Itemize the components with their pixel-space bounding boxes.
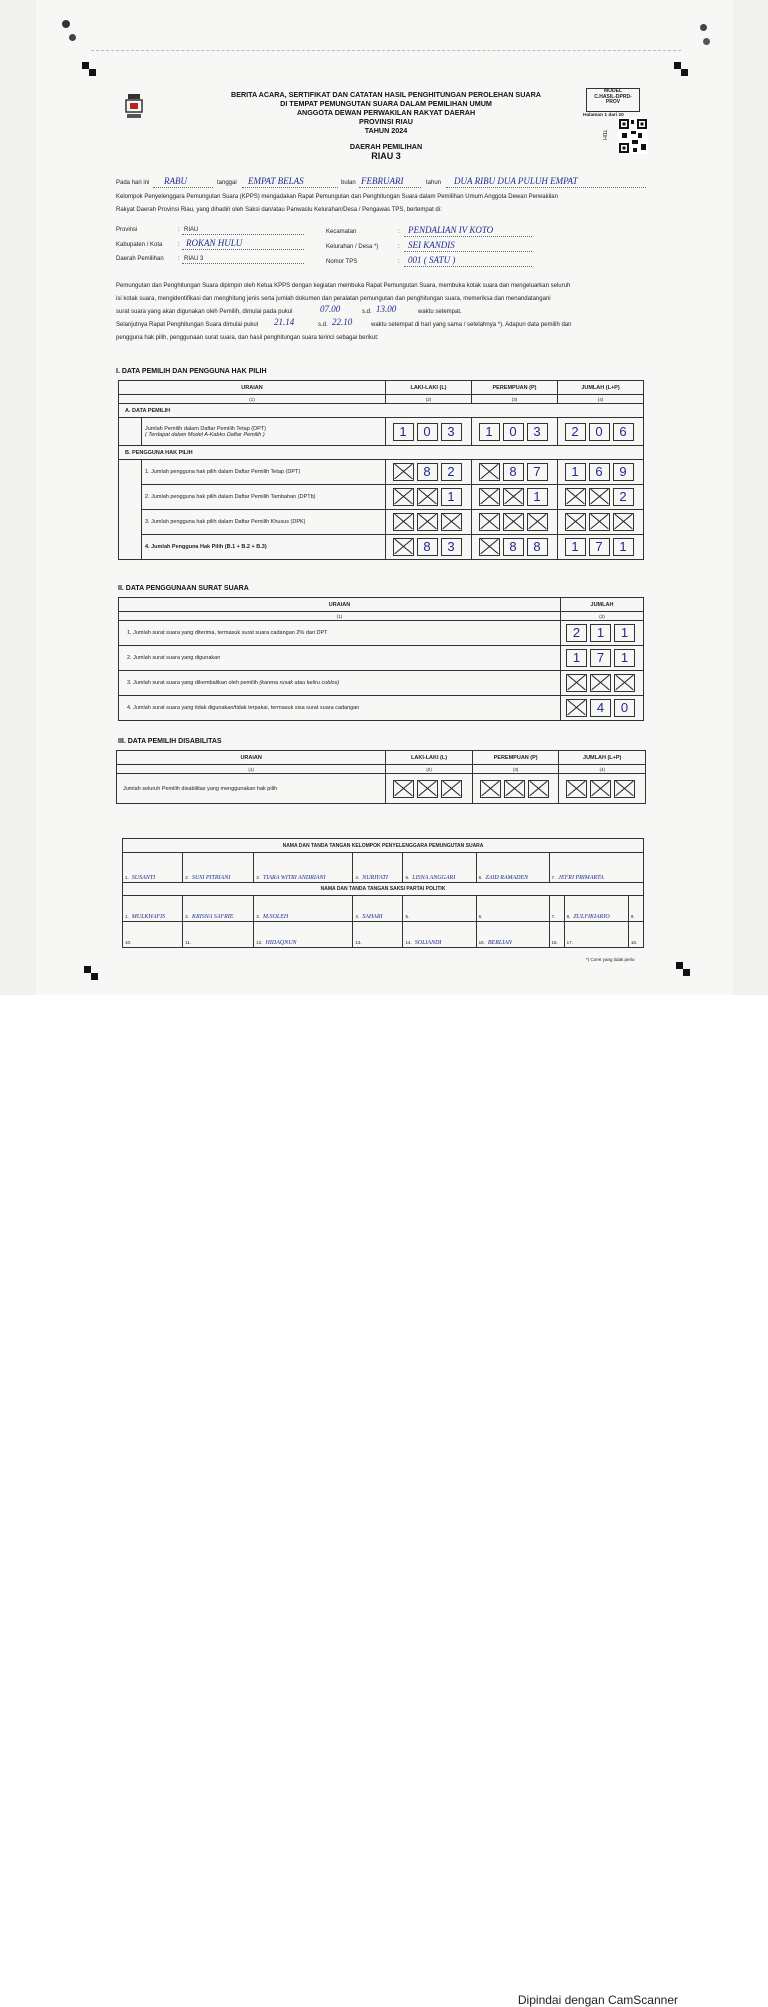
digit-box: 1	[613, 538, 634, 556]
crossed-digit-box	[589, 488, 610, 506]
digit-box: 2	[441, 463, 462, 481]
crossed-digit-box	[393, 463, 414, 481]
para-line: pengguna hak pilih, penggunaan surat suara, dan hasil penghitungan suara terinci sebagai berikut:	[116, 335, 379, 341]
kecamatan-label: Kecamatan	[326, 229, 357, 235]
digit-box: 6	[613, 423, 634, 441]
digit-box: 7	[527, 463, 548, 481]
hari-value: RABU	[164, 176, 187, 186]
signature-number: 14.	[405, 940, 412, 945]
crossed-digit-box	[504, 780, 525, 798]
crossed-digit-box	[614, 780, 635, 798]
signature-number: 2.	[185, 875, 190, 880]
row-a1-label: Jumlah Pemilih dalam Daftar Pemilih Tetap (DPT) ( Terdapat dalam Model A-Kabko Daftar Pemilih )	[142, 418, 386, 446]
section-2-title: II. DATA PENGGUNAAN SURAT SUARA	[118, 585, 249, 592]
digit-box: 1	[479, 423, 500, 441]
digit-box: 1	[527, 488, 548, 506]
jam-hitung-selesai: 22.10	[332, 317, 353, 327]
section-3-title: III. DATA PEMILIH DISABILITAS	[118, 738, 222, 745]
digit-box: 1	[441, 488, 462, 506]
qr-code-icon	[618, 118, 648, 154]
boxes	[472, 418, 558, 446]
signature-number: 1.	[125, 875, 129, 880]
col-laki: LAKI-LAKI (L)	[386, 381, 472, 395]
col-jumlah: JUMLAH (L+P)	[558, 381, 644, 395]
signature-cell	[403, 853, 476, 883]
corner-mark	[91, 973, 98, 980]
signature-name: ZULFIKIARIO	[573, 914, 610, 920]
signature-cell	[564, 922, 628, 948]
row-b3-label: 3. Jumlah pengguna hak pilih dalam Daftar Pemilih Khusus (DPK)	[142, 510, 386, 535]
section-3-table: URAIAN LAKI-LAKI (L) PEREMPUAN (P) JUMLAH (L+P) (1) (2) (3) (4) Jumlah seluruh Pemilih disabilitas yang menggunakan hak pilih	[116, 750, 646, 804]
signature-number: 13.	[355, 940, 362, 945]
jam-hitung-mulai: 21.14	[274, 317, 295, 327]
signature-cell	[549, 922, 564, 948]
crossed-digit-box	[479, 538, 500, 556]
signature-name: SAHARI	[362, 914, 383, 920]
col-uraian: URAIAN	[119, 381, 386, 395]
crossed-digit-box	[503, 513, 524, 531]
crossed-digit-box	[589, 513, 610, 531]
row-b1-label: 1. Jumlah pengguna hak pilih dalam Daftar Pemilih Tetap (DPT)	[142, 460, 386, 485]
daerah-pemilihan-label: DAERAH PEMILIHAN	[349, 142, 423, 151]
boxes	[558, 485, 644, 510]
boxes	[558, 460, 644, 485]
crossed-digit-box	[614, 674, 635, 692]
boxes	[558, 535, 644, 560]
digit-box: 1	[393, 423, 414, 441]
corner-mark	[84, 966, 91, 973]
corner-mark	[683, 969, 690, 976]
digit-box: 1	[614, 624, 635, 642]
background-right	[733, 0, 768, 995]
signature-name: ZAID RAMADEN	[485, 875, 529, 881]
boxes	[472, 535, 558, 560]
kecamatan-value: PENDALIAN IV KOTO	[408, 225, 494, 235]
crossed-digit-box	[590, 674, 611, 692]
digit-box: 2	[565, 423, 586, 441]
tahun-label: tahun	[426, 180, 442, 186]
digit-box: 0	[417, 423, 438, 441]
signature-cell	[123, 922, 183, 948]
signature-cell	[353, 922, 403, 948]
signature-cell	[183, 896, 254, 922]
sd-label: s.d.	[362, 309, 372, 315]
camscanner-watermark: Dipindai dengan CamScanner	[517, 1993, 678, 2007]
crossed-digit-box	[503, 488, 524, 506]
form-title	[166, 90, 606, 161]
section-b-title: B. PENGGUNA HAK PILIH	[119, 446, 644, 460]
row-2-2-label: 2. Jumlah surat suara yang digunakan	[119, 646, 561, 671]
signature-name: NURIYATI	[362, 875, 388, 881]
signature-number: 17.	[566, 940, 573, 945]
page-number: Halaman 1 dari 20	[583, 113, 624, 118]
digit-box: 2	[613, 488, 634, 506]
signature-cell	[123, 853, 183, 883]
signature-number: 15.	[478, 940, 485, 945]
tanggal-label: tanggal	[217, 180, 237, 186]
signature-table	[122, 838, 644, 948]
col-uraian: URAIAN	[119, 598, 561, 612]
signature-number: 4.	[355, 914, 360, 919]
signature-number: 18.	[630, 940, 638, 945]
boxes	[561, 671, 644, 696]
digit-box: 6	[589, 463, 610, 481]
crossed-digit-box	[393, 488, 414, 506]
digit-box: 7	[589, 538, 610, 556]
intro-label-hari: Pada hari ini	[116, 180, 150, 186]
crossed-digit-box	[479, 513, 500, 531]
crossed-digit-box	[528, 780, 549, 798]
crossed-digit-box	[565, 488, 586, 506]
signature-cell	[123, 896, 183, 922]
crossed-digit-box	[417, 780, 438, 798]
digit-box: 0	[503, 423, 524, 441]
punch-hole	[700, 24, 707, 31]
signature-cell	[254, 853, 353, 883]
signature-name: MULKHAFIS	[131, 914, 166, 920]
signature-name: SUSI PITRIANI	[192, 875, 231, 881]
digit-box: 8	[503, 538, 524, 556]
title-line: TAHUN 2024	[364, 126, 408, 135]
para-line: surat suara yang akan digunakan oleh Pemilih, dimulai pada pukul	[116, 309, 293, 315]
corner-mark	[89, 69, 96, 76]
corner-mark	[82, 62, 89, 69]
boxes	[386, 535, 472, 560]
para-line: Selanjutnya Rapat Penghitungan Suara dimulai pukul	[116, 322, 259, 328]
signature-number: 1.	[125, 914, 129, 919]
bulan-value: FEBRUARI	[361, 176, 404, 186]
title-line: PROVINSI RIAU	[359, 117, 413, 126]
digit-box: 1	[566, 649, 587, 667]
signature-number: 3.	[256, 914, 261, 919]
fold-line	[91, 50, 681, 51]
signature-number: 7.	[551, 875, 556, 880]
signature-number: 4.	[355, 875, 360, 880]
kelurahan-value: SEI KANDIS	[408, 240, 455, 250]
boxes	[386, 510, 472, 535]
signature-cell	[628, 896, 643, 922]
signature-number: 3.	[256, 875, 261, 880]
boxes	[561, 621, 644, 646]
tps-value: 001 ( SATU )	[408, 255, 456, 265]
signature-number: 5.	[405, 914, 410, 919]
signature-name: TIARA WITRI ANDRIANI	[263, 875, 326, 881]
crossed-digit-box	[590, 780, 611, 798]
signature-cell	[353, 853, 403, 883]
signature-cell	[254, 922, 353, 948]
signature-cell	[353, 896, 403, 922]
signature-number: 5.	[405, 875, 410, 880]
jam-mulai: 07.00	[320, 304, 341, 314]
corner-mark	[676, 962, 683, 969]
title-line: ANGGOTA DEWAN PERWAKILAN RAKYAT DAERAH	[296, 108, 476, 117]
boxes	[558, 418, 644, 446]
signature-cell	[564, 896, 628, 922]
background-left	[0, 0, 36, 995]
tahun-value: DUA RIBU DUA PULUH EMPAT	[454, 176, 578, 186]
signature-number: 6.	[478, 914, 483, 919]
signature-cell	[403, 922, 476, 948]
boxes	[561, 646, 644, 671]
digit-box: 8	[503, 463, 524, 481]
crossed-digit-box	[566, 699, 587, 717]
digit-box: 3	[441, 423, 462, 441]
title-line: DI TEMPAT PEMUNGUTAN SUARA DALAM PEMILIHAN UMUM	[280, 99, 492, 108]
boxes	[386, 774, 473, 804]
crossed-digit-box	[613, 513, 634, 531]
signature-cell	[549, 853, 643, 883]
section-2-table: URAIAN JUMLAH (1) (2) 1. Jumlah surat suara yang diterima, termasuk surat suara cadangan 2% dari DPT 2 1 1 2. Jumlah surat suara yang digunakan 1 7 1 3. Jumlah surat suara yang dikembalikan oleh pemilih (karena rusak atau keliru coblos) 4. Jumlah surat suara yang tidak digunakan/tidak terpakai, termasuk sisa surat suara cadangan 4 0	[118, 597, 644, 721]
row-2-1-label: 1. Jumlah surat suara yang diterima, termasuk surat suara cadangan 2% dari DPT	[119, 621, 561, 646]
kpps-title: NAMA DAN TANDA TANGAN KELOMPOK PENYELENGGARA PEMUNGUTAN SUARA	[123, 839, 644, 853]
saksi-title: NAMA DAN TANDA TANGAN SAKSI PARTAI POLITIK	[123, 883, 644, 896]
para-line: waktu setempat di hari yang sama / setelahnya *). Adapun data pemilih dan	[371, 322, 572, 328]
digit-box: 0	[589, 423, 610, 441]
corner-mark	[681, 69, 688, 76]
row-2-4-label: 4. Jumlah surat suara yang tidak digunakan/tidak terpakai, termasuk sisa surat suara cadangan	[119, 696, 561, 721]
crossed-digit-box	[527, 513, 548, 531]
signature-name: LISNA ANGGARI	[412, 875, 456, 881]
tps-label: Nomor TPS	[326, 259, 358, 265]
digit-box: 9	[613, 463, 634, 481]
col-perempuan: PEREMPUAN (P)	[472, 751, 559, 765]
row-2-3-label: 3. Jumlah surat suara yang dikembalikan oleh pemilih (karena rusak atau keliru coblos)	[119, 671, 561, 696]
digit-box: 8	[417, 538, 438, 556]
crossed-digit-box	[479, 488, 500, 506]
crossed-digit-box	[441, 780, 462, 798]
section-1-table: URAIAN LAKI-LAKI (L) PEREMPUAN (P) JUMLAH (L+P) (1) (2) (3) (4) A. DATA PEMILIH Jumlah Pemilih dalam Daftar Pemilih Tetap (DPT) ( Terdapat dalam Model A-Kabko Daftar Pemilih ) 1 0 3 1 0 3 2 0 6 B. PENGGUNA HAK PILIH 1. Jumlah pengguna hak pilih dalam Daftar Pemilih Tetap (DPT) 8 2 8 7 1 6 9 2. Jumlah pengguna hak pilih dalam Daftar Pemilih Tambahan (DPTb) 1 1 2 3. Jumlah pengguna hak pilih dalam Daftar Pemilih Khusus (DPK) 4. Jumlah Pengguna Hak Pilih (B.1 + B.2 + B.3) 8 3 8 8 1 7 1	[118, 380, 644, 560]
crossed-digit-box	[393, 780, 414, 798]
intro-line-2: Kelompok Penyelenggara Pemungutan Suara (KPPS) mengadakan Rapat Pemungutan dan Penghitungan Suara dalam Pemilihan Umum Anggota Dewan Perwakilan	[116, 194, 558, 200]
model-box: MODEL C.HASIL-DPRD- PROV	[586, 88, 640, 112]
kabupaten-value: ROKAN HULU	[186, 238, 243, 248]
signature-name: KRISNA SAFRIE	[192, 914, 234, 920]
signature-name: SOLIANDI	[414, 940, 442, 946]
digit-box: 3	[441, 538, 462, 556]
crossed-digit-box	[393, 538, 414, 556]
digit-box: 8	[417, 463, 438, 481]
crossed-digit-box	[417, 488, 438, 506]
signature-name: SUSANTI	[131, 875, 156, 881]
signature-number: 12.	[256, 940, 263, 945]
crossed-digit-box	[480, 780, 501, 798]
note: *) Coret yang tidak perlu	[586, 957, 635, 962]
daerah-label: Daerah Pemilihan	[116, 256, 164, 262]
crossed-digit-box	[565, 513, 586, 531]
signature-number: 6.	[478, 875, 483, 880]
para-line: isi kotak suara, mengidentifikasi dan menghitung jenis serta jumlah dokumen dan peralatan pemungutan dan penghitungan suara, memeriksa dan menandatangani	[116, 296, 551, 302]
signature-cell	[254, 896, 353, 922]
section-1-title: I. DATA PEMILIH DAN PENGGUNA HAK PILIH	[116, 368, 267, 375]
section-a-title: A. DATA PEMILIH	[119, 404, 644, 418]
boxes	[558, 510, 644, 535]
col-jumlah: JUMLAH	[561, 598, 644, 612]
signature-number: 2.	[185, 914, 190, 919]
intro-line-3: Rakyat Daerah Provinsi Riau, yang dihadiri oleh Saksi dan/atau Panwaslu Kelurahan/Desa / Pengawas TPS, bertempat di:	[116, 207, 442, 213]
signature-name: HIDAQNUN	[265, 940, 297, 946]
signature-number: 11.	[185, 940, 192, 945]
crossed-digit-box	[479, 463, 500, 481]
digit-box: 1	[565, 538, 586, 556]
crossed-digit-box	[441, 513, 462, 531]
boxes	[472, 485, 558, 510]
kpu-logo-icon	[124, 92, 144, 120]
punch-hole	[69, 34, 76, 41]
corner-mark	[674, 62, 681, 69]
jam-selesai: 13.00	[376, 304, 397, 314]
document-page: BERITA ACARA, SERTIFIKAT DAN CATATAN HASIL PENGHITUNGAN PEROLEHAN SUARA DI TEMPAT PEMUNGUTAN SUARA DALAM PEMILIHAN UMUM ANGGOTA DEWAN PERWAKILAN RAKYAT DAERAH PROVINSI RIAU TAHUN 2024 DAERAH PEMILIHAN RIAU 3 MODEL C.HASIL-DPRD- PROV Halaman 1 dari 20 TDH Pada hari ini RABU tanggal EMPAT BELAS bulan FEBRUARI tahun DUA RIBU DUA PULUH EMPAT Kelompok Penyelenggara Pemungutan Suara (KPPS) mengadakan Rapat Pemungutan dan Penghitungan Suara dalam Pemilihan Umum Anggota Dewan Perwakilan Rakyat Daerah Provinsi Riau, yang dihadiri oleh Saksi dan/atau Panwaslu Kelurahan/Desa / Pengawas TPS, bertempat di: Provinsi : RIAU Kabupaten / Kota : ROKAN HULU Daerah Pemilihan : RIAU 3 Kecamatan : PENDALIAN IV KOTO Kelurahan / Desa *) : SEI KANDIS Nomor TPS : 001 ( SATU ) Pemungutan dan Penghitungan Suara dipimpin oleh Ketua KPPS dengan kegiatan membuka Rapat Pemungutan Suara, membuka kotak suara dan mengeluarkan seluruh isi kotak suara, mengidentifikasi dan menghitung jenis serta jumlah dokumen dan peralatan pemungutan dan penghitungan suara, memeriksa dan menandatangani surat suara yang akan digunakan oleh Pemilih, dimulai pada pukul 07.00 s.d. 13.00 waktu setempat. Selanjutnya Rapat Penghitungan Suara dimulai pukul 21.14 s.d. 22.10 waktu setempat di hari yang sama / setelahnya *). Adapun data pemilih dan pengguna hak pilih, penggunaan surat suara, dan hasil penghitungan suara terinci sebagai berikut: I. DATA PEMILIH DAN PENGGUNA HAK PILIH URAIAN LAKI-LAKI (L) PEREMPUAN (P) JUMLAH (L+P) (1) (2) (3) (4) A. DATA PEMILIH Jumlah Pemilih dalam Daftar Pemilih Tetap (DPT) ( Terdapat dalam Model A-Kabko Daftar Pemilih ) 1 0 3 1 0 3 2 0 6 B. PENGGUNA HAK PILIH 1. Jumlah pengguna hak pilih dalam Daftar Pemilih Tetap (DPT) 8 2 8 7 1 6 9 2. Jumlah pengguna hak pilih dalam Daftar Pemilih Tambahan (DPTb) 1 1 2 3. Jumlah pengguna hak pilih dalam Daftar Pemilih Khusus (DPK) 4. Jumlah Pengguna Hak Pilih (B.1 + B.2 + B.3) 8 3 8 8 1 7 1 II. DATA PENGGUNAAN SURAT SUARA URAIAN JUMLAH (1) (2) 1. Jumlah surat suara yang diterima, termasuk surat suara cadangan 2% dari DPT 2 1 1 2. Jumlah surat suara yang digunakan 1 7 1 3. Jumlah surat suara yang dikembalikan oleh pemilih (karena rusak atau keliru coblos) 4. Jumlah surat suara yang tidak digunakan/tidak terpakai, termasuk sisa surat suara cadangan 4 0 III. DATA PEMILIH DISABILITAS URAIAN LAKI-LAKI (L) PEREMPUAN (P) JUMLAH (L+P) (1) (2) (3) (4) Jumlah seluruh Pemilih disabilitas yang menggunakan hak pilih NAMA DAN TANDA TANGAN KELOMPOK PENYELENGGARA PEMUNGUTAN SUARA 1. SUSANTI 2. SUSI PITRIANI 3. TIARA WITRI ANDRIANI 4. NURIYATI 5. LISNA ANGGARI 6. ZAID RAMADEN 7. JEFRI PRIMARTA NAMA DAN TANDA TANGAN SAKSI PARTAI POLITIK 1. MULKHAFIS 2. KRISNA SAFRIE 3. M.SOLEH 4. SAHARI 5. 6. 7. 8. ZULFIKIARIO 9. 10. 11. 12. HIDAQNUN 13. 14. SOLIANDI 15. BERLIAN 16. 17. 18. *) Coret yang tidak perlu	[36, 0, 733, 995]
boxes	[386, 418, 472, 446]
signature-number: 16.	[551, 940, 558, 945]
crossed-digit-box	[417, 513, 438, 531]
title-line: BERITA ACARA, SERTIFIKAT DAN CATATAN HASIL PENGHITUNGAN PEROLEHAN SUARA	[231, 90, 541, 99]
bulan-label: bulan	[341, 180, 356, 186]
punch-hole	[703, 38, 710, 45]
digit-box: 8	[527, 538, 548, 556]
digit-box: 2	[566, 624, 587, 642]
col-uraian: URAIAN	[117, 751, 386, 765]
digit-box: 0	[614, 699, 635, 717]
para-line: waktu setempat.	[418, 309, 462, 315]
boxes	[472, 460, 558, 485]
provinsi-label: Provinsi	[116, 227, 138, 233]
daerah-pemilihan-value: RIAU 3	[371, 151, 401, 161]
punch-hole	[62, 20, 70, 28]
boxes	[386, 485, 472, 510]
kelurahan-label: Kelurahan / Desa *)	[326, 244, 379, 250]
signature-cell	[628, 922, 643, 948]
row-3-1-label: Jumlah seluruh Pemilih disabilitas yang menggunakan hak pilih	[117, 774, 386, 804]
boxes	[472, 774, 559, 804]
signature-number: 8.	[566, 914, 571, 919]
signature-number: 7.	[551, 914, 556, 919]
footer-bar	[0, 995, 768, 2007]
boxes	[561, 696, 644, 721]
boxes	[559, 774, 646, 804]
crossed-digit-box	[566, 780, 587, 798]
kabupaten-label: Kabupaten / Kota	[116, 242, 163, 248]
col-laki: LAKI-LAKI (L)	[386, 751, 473, 765]
digit-box: 4	[590, 699, 611, 717]
signature-name: M.SOLEH	[263, 914, 289, 920]
signature-cell	[476, 853, 549, 883]
signature-cell	[183, 853, 254, 883]
provinsi-value: RIAU	[184, 227, 199, 233]
row-b2-label: 2. Jumlah pengguna hak pilih dalam Daftar Pemilih Tambahan (DPTb)	[142, 485, 386, 510]
signature-number: 10.	[125, 940, 132, 945]
crossed-digit-box	[393, 513, 414, 531]
signature-cell	[476, 922, 549, 948]
qr-label: TDH	[600, 129, 607, 140]
boxes	[472, 510, 558, 535]
signature-cell	[476, 896, 549, 922]
signature-name: JEFRI PRIMARTA	[558, 875, 604, 881]
digit-box: 1	[565, 463, 586, 481]
col-perempuan: PEREMPUAN (P)	[472, 381, 558, 395]
digit-box: 1	[590, 624, 611, 642]
signature-cell	[183, 922, 254, 948]
tanggal-value: EMPAT BELAS	[248, 176, 304, 186]
boxes	[386, 460, 472, 485]
signature-number: 9.	[630, 914, 635, 919]
row-b4-label: 4. Jumlah Pengguna Hak Pilih (B.1 + B.2 + B.3)	[142, 535, 386, 560]
sd-label: s.d.	[318, 322, 328, 328]
daerah-value: RIAU 3	[184, 256, 204, 262]
digit-box: 3	[527, 423, 548, 441]
digit-box: 7	[590, 649, 611, 667]
digit-box: 1	[614, 649, 635, 667]
signature-cell	[549, 896, 564, 922]
crossed-digit-box	[566, 674, 587, 692]
para-line: Pemungutan dan Penghitungan Suara dipimpin oleh Ketua KPPS dengan kegiatan membuka Rapat Pemungutan Suara, membuka kotak suara dan mengeluarkan seluruh	[116, 283, 571, 289]
signature-name: BERLIAN	[487, 940, 512, 946]
col-jumlah: JUMLAH (L+P)	[559, 751, 646, 765]
signature-cell	[403, 896, 476, 922]
